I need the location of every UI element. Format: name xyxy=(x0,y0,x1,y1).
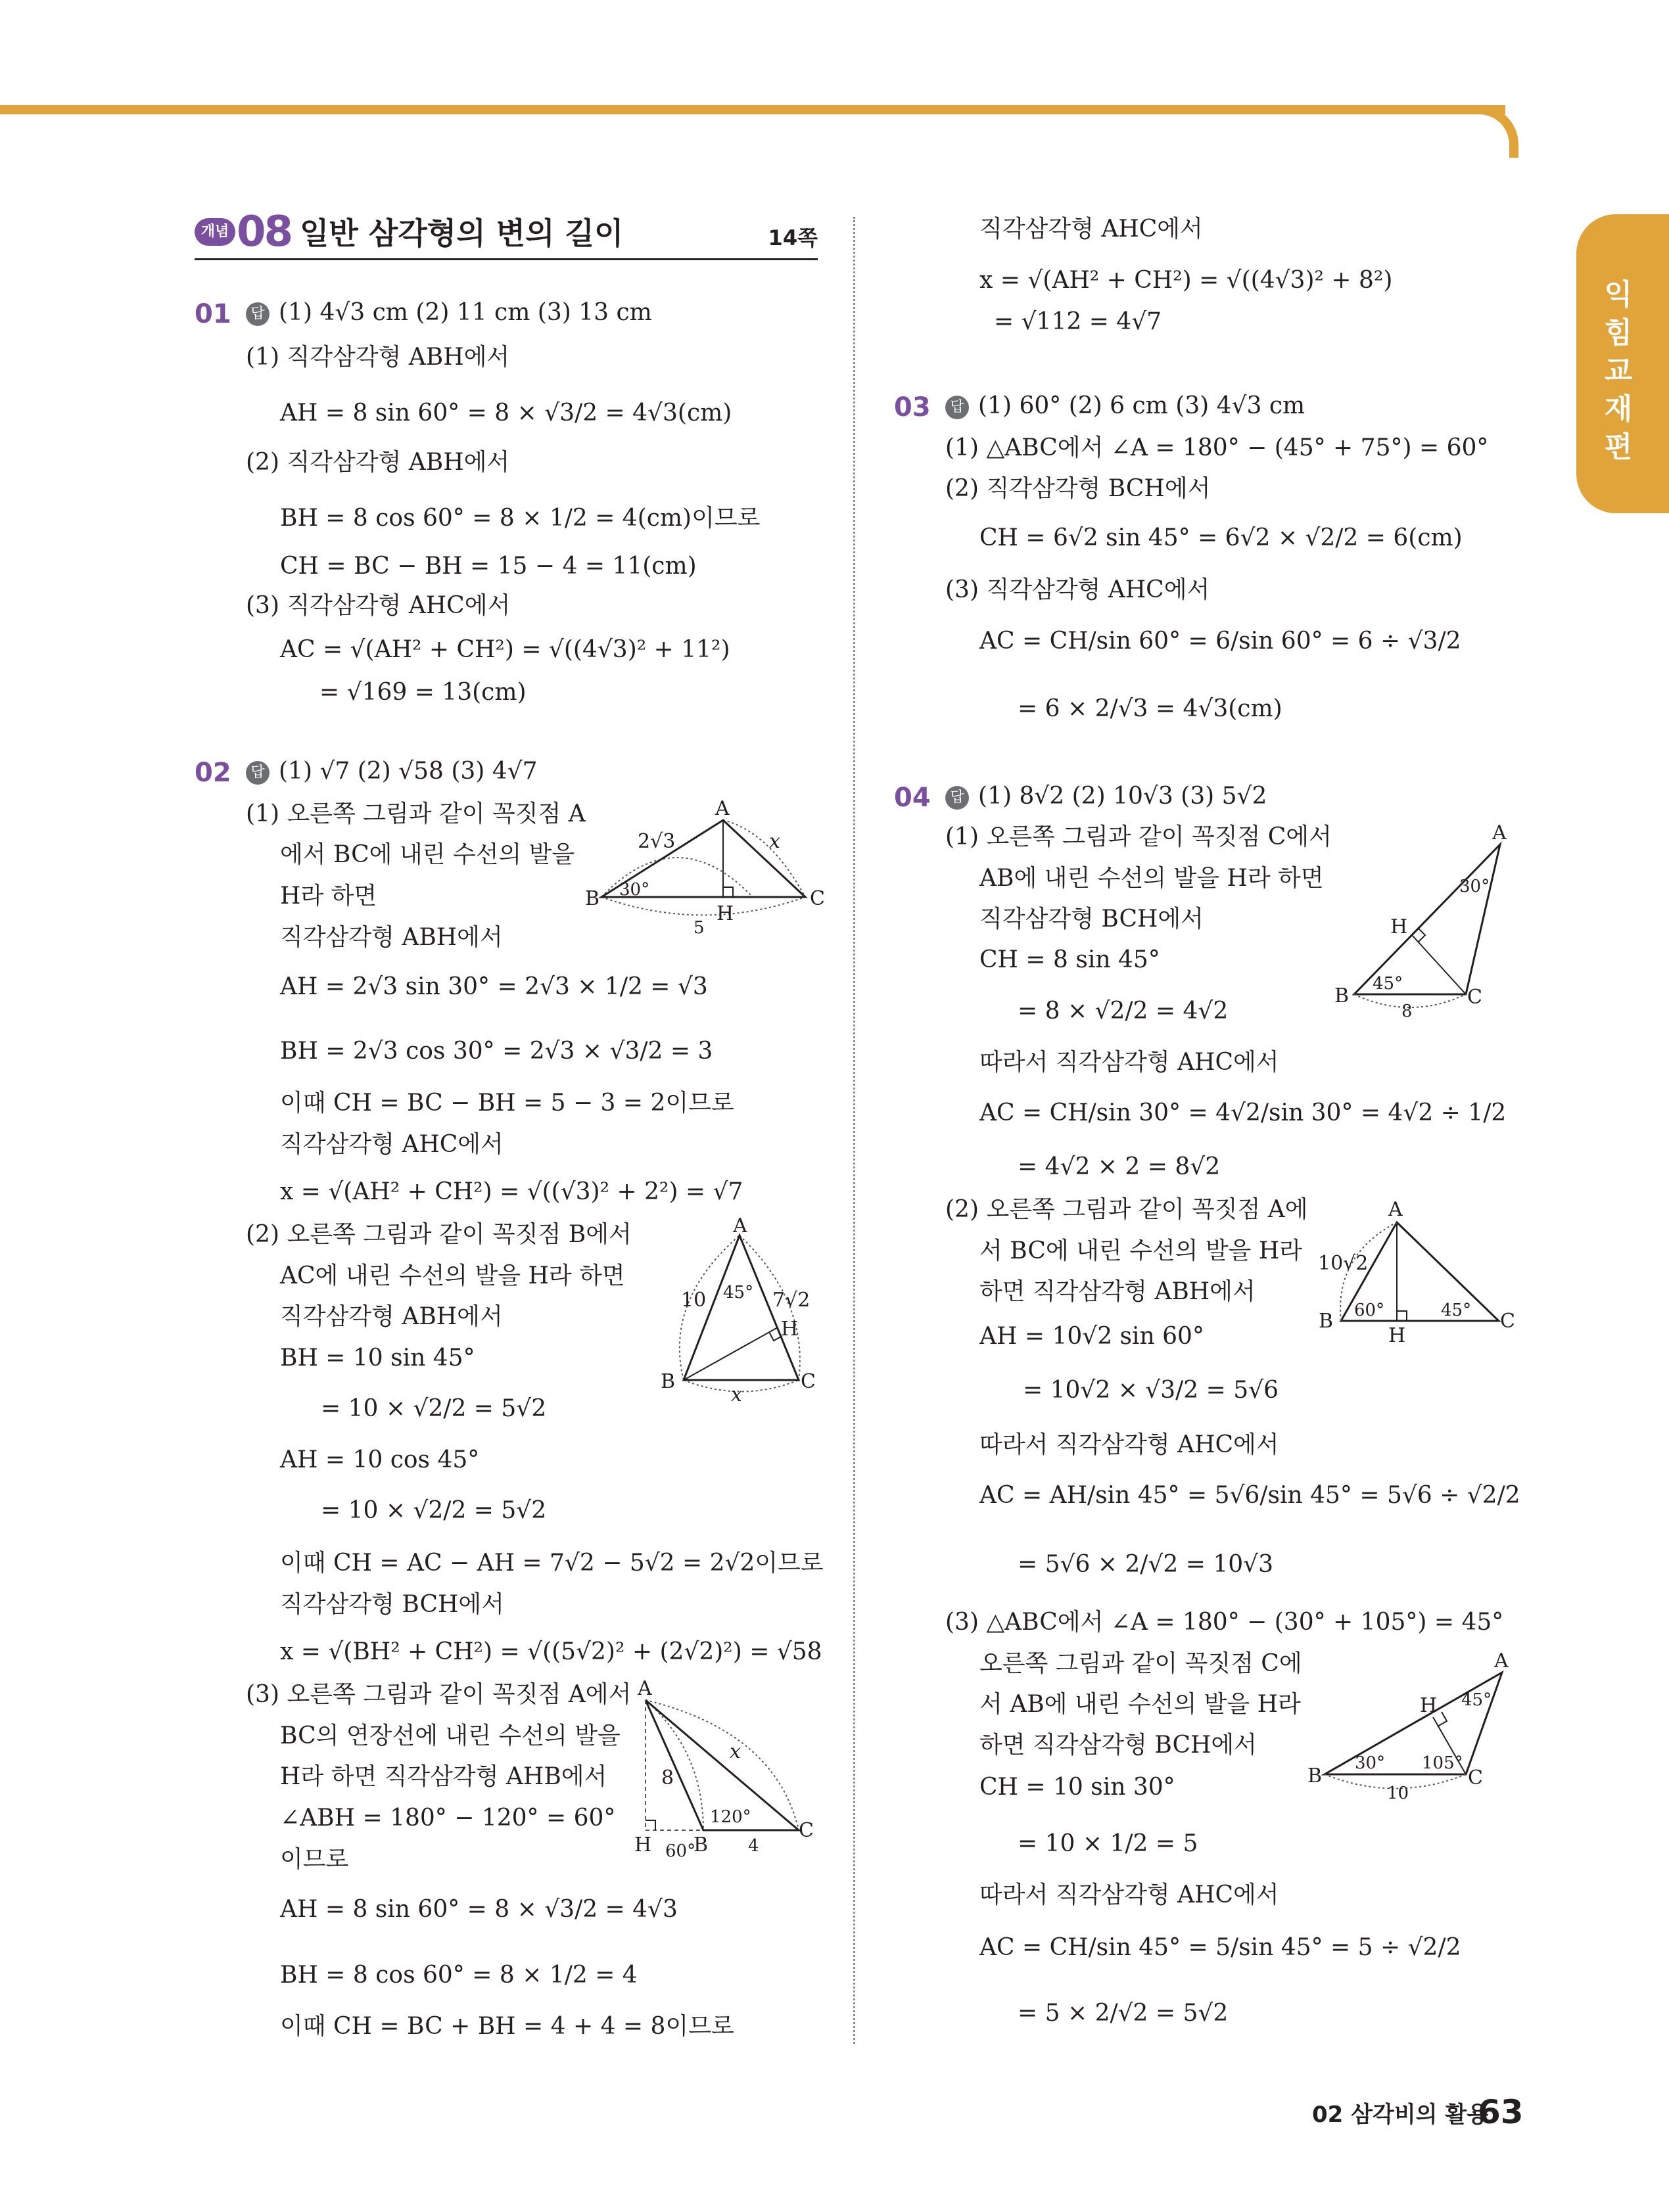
solution-line: (3) △ABC에서 ∠A = 180° − (30° + 105°) = 45° xyxy=(945,1609,1504,1636)
right-angle-mark xyxy=(1438,1712,1447,1726)
vertex-label: B xyxy=(1307,1764,1323,1787)
page-number: 63 xyxy=(1478,2093,1524,2131)
solution-line: AH = 8 sin 60° = 8 × √3/2 = 4√3 xyxy=(280,1896,678,1923)
solution-line: (1) 오른쪽 그림과 같이 꼭짓점 A xyxy=(246,800,586,827)
angle-label: 45° xyxy=(1373,974,1403,994)
side-label: x xyxy=(769,830,780,853)
solution-line: (2) 오른쪽 그림과 같이 꼭짓점 A에 xyxy=(945,1196,1308,1223)
solution-line: 하면 직각삼각형 ABH에서 xyxy=(979,1278,1256,1305)
altitude xyxy=(1412,935,1466,994)
vertex-label: H xyxy=(1390,915,1408,938)
solution-line: x = √(AH² + CH²) = √((√3)² + 2²) = √7 xyxy=(280,1178,743,1205)
triangle xyxy=(1354,844,1500,994)
problem-number: 04 xyxy=(894,783,931,813)
solution-line: 직각삼각형 ABH에서 xyxy=(280,1303,503,1330)
solution-line: AC = CH/sin 30° = 4√2/sin 30° = 4√2 ÷ 1/2 xyxy=(979,1099,1507,1126)
solution-line: 따라서 직각삼각형 AHC에서 xyxy=(979,1881,1279,1908)
answer-line: (1) 8√2 (2) 10√3 (3) 5√2 xyxy=(978,783,1267,810)
solution-line: = 10√2 × √3/2 = 5√6 xyxy=(1023,1377,1279,1404)
triangle xyxy=(1325,1672,1502,1774)
solution-line: (2) 직각삼각형 ABH에서 xyxy=(246,449,510,476)
angle-label: 45° xyxy=(1461,1690,1492,1710)
solution-line: 이때 CH = BC − BH = 5 − 3 = 2이므로 xyxy=(280,1090,734,1117)
answer-line: (1) 60° (2) 6 cm (3) 4√3 cm xyxy=(978,392,1305,419)
solution-line: 하면 직각삼각형 BCH에서 xyxy=(979,1732,1257,1759)
vertex-label: A xyxy=(733,1214,747,1237)
solution-line: AH = 10 cos 45° xyxy=(280,1446,480,1473)
solution-line: AH = 10√2 sin 60° xyxy=(979,1323,1204,1350)
answer-line: (1) √7 (2) √58 (3) 4√7 xyxy=(279,758,538,785)
solution-line: AB에 내린 수선의 발을 H라 하면 xyxy=(979,865,1324,892)
problem-number: 02 xyxy=(195,758,231,788)
solution-line: AC = AH/sin 45° = 5√6/sin 45° = 5√6 ÷ √2/2 xyxy=(979,1482,1520,1509)
solution-line: 직각삼각형 ABH에서 xyxy=(280,924,503,951)
section-header xyxy=(195,207,818,260)
solution-line: CH = 6√2 sin 45° = 6√2 × √2/2 = 6(cm) xyxy=(979,524,1463,551)
vertex-label: H xyxy=(717,902,734,925)
vertex-label: A xyxy=(638,1677,652,1700)
chapter-title: 02 삼각비의 활용 xyxy=(1312,2102,1489,2128)
solution-line: (3) 오른쪽 그림과 같이 꼭짓점 A에서 xyxy=(246,1681,632,1708)
angle-label: 105° xyxy=(1422,1753,1463,1773)
solution-line: = √112 = 4√7 xyxy=(994,308,1162,335)
side-label: 2√3 xyxy=(638,830,676,853)
vertex-label: H xyxy=(634,1833,652,1856)
solution-line: BH = 2√3 cos 30° = 2√3 × √3/2 = 3 xyxy=(280,1038,713,1065)
vertex-label: C xyxy=(801,1370,816,1393)
solution-line: = 4√2 × 2 = 8√2 xyxy=(1018,1153,1221,1180)
solution-line: (3) 직각삼각형 AHC에서 xyxy=(945,576,1210,603)
answer-badge: 답 xyxy=(945,396,969,419)
side-label: 8 xyxy=(1401,1002,1413,1021)
solution-line: H라 하면 xyxy=(280,883,377,910)
solution-line: 이므로 xyxy=(280,1846,349,1873)
side-tab-label: 익힘교재편 xyxy=(1604,278,1633,464)
angle-label: 60° xyxy=(1354,1301,1385,1320)
solution-line: = 10 × 1/2 = 5 xyxy=(1018,1830,1198,1857)
solution-line: = 6 × 2/√3 = 4√3(cm) xyxy=(1018,695,1282,722)
solution-line: BH = 10 sin 45° xyxy=(280,1345,475,1371)
answer-badge: 답 xyxy=(246,302,270,326)
solution-line: 직각삼각형 BCH에서 xyxy=(280,1591,504,1618)
vertex-label: C xyxy=(810,887,825,910)
problem-number: 01 xyxy=(195,299,231,329)
solution-line: 오른쪽 그림과 같이 꼭짓점 C에 xyxy=(979,1650,1302,1677)
side-label: 4 xyxy=(748,1836,759,1856)
solution-line: 따라서 직각삼각형 AHC에서 xyxy=(979,1431,1279,1458)
answer-badge: 답 xyxy=(246,761,270,785)
solution-line: = √169 = 13(cm) xyxy=(319,679,527,706)
solution-line: = 5 × 2/√2 = 5√2 xyxy=(1018,2000,1229,2027)
answer-line: (1) 4√3 cm (2) 11 cm (3) 13 cm xyxy=(279,299,652,326)
solution-line: AH = 8 sin 60° = 8 × √3/2 = 4√3(cm) xyxy=(280,400,732,426)
vertex-label: H xyxy=(1388,1324,1406,1347)
answer-badge: 답 xyxy=(945,786,969,810)
header-rule xyxy=(195,258,818,260)
side-label: 5 xyxy=(693,918,705,938)
altitude xyxy=(684,1327,778,1380)
solution-line: (1) 오른쪽 그림과 같이 꼭짓점 C에서 xyxy=(945,823,1332,850)
angle-label: 30° xyxy=(1355,1753,1386,1773)
right-angle-mark xyxy=(723,887,733,897)
problem-number: 03 xyxy=(894,392,931,423)
solution-line: CH = 8 sin 45° xyxy=(979,946,1160,973)
solution-line: x = √(BH² + CH²) = √((5√2)² + (2√2)²) = √58 xyxy=(280,1638,822,1665)
solution-line: AC에 내린 수선의 발을 H라 하면 xyxy=(280,1262,625,1289)
solution-line: (3) 직각삼각형 AHC에서 xyxy=(246,592,511,619)
vertex-label: C xyxy=(1500,1310,1515,1333)
section-number: 08 xyxy=(237,208,292,256)
solution-line: AH = 2√3 sin 30° = 2√3 × 1/2 = √3 xyxy=(280,973,708,1000)
vertex-label: B xyxy=(693,1833,709,1856)
solution-line: 에서 BC에 내린 수선의 발을 xyxy=(280,841,575,868)
solution-line: ∠ABH = 180° − 120° = 60° xyxy=(280,1805,616,1832)
side-label: 8 xyxy=(661,1766,674,1789)
solution-line: BH = 8 cos 60° = 8 × 1/2 = 4(cm)이므로 xyxy=(280,505,761,532)
figure-02-2 xyxy=(657,1214,835,1406)
figure-04-2 xyxy=(1315,1196,1525,1354)
vertex-label: B xyxy=(585,887,600,910)
side-label: 7√2 xyxy=(772,1289,811,1312)
angle-label: 45° xyxy=(1441,1301,1472,1320)
solution-line: AC = CH/sin 45° = 5/sin 45° = 5 ÷ √2/2 xyxy=(979,1934,1461,1961)
vertex-label: C xyxy=(799,1819,814,1842)
solution-line: 이때 CH = AC − AH = 7√2 − 5√2 = 2√2이므로 xyxy=(280,1550,824,1577)
solution-line: = 8 × √2/2 = 4√2 xyxy=(1018,998,1229,1025)
angle-label: 30° xyxy=(1459,877,1490,896)
vertex-label: H xyxy=(1420,1694,1438,1717)
solution-line: BH = 8 cos 60° = 8 × 1/2 = 4 xyxy=(280,1962,638,1989)
right-angle-mark xyxy=(1397,1311,1407,1321)
side-label: 10 xyxy=(681,1289,707,1312)
vertex-label: C xyxy=(1468,1766,1483,1789)
solution-line: (1) 직각삼각형 ABH에서 xyxy=(246,344,510,371)
arc-bc xyxy=(601,897,805,915)
vertex-label: A xyxy=(1494,1649,1509,1672)
side-label: x xyxy=(731,1383,742,1406)
solution-line: AC = CH/sin 60° = 6/sin 60° = 6 ÷ √3/2 xyxy=(979,628,1461,655)
solution-line: AC = √(AH² + CH²) = √((4√3)² + 11²) xyxy=(280,636,730,663)
solution-line: = 10 × √2/2 = 5√2 xyxy=(321,1395,547,1422)
angle-label: 120° xyxy=(710,1807,751,1827)
solution-line: 서 BC에 내린 수선의 발을 H라 xyxy=(979,1237,1303,1264)
solution-line: = 5√6 × 2/√2 = 10√3 xyxy=(1018,1551,1273,1578)
vertex-label: A xyxy=(1388,1198,1403,1221)
solution-line: (1) △ABC에서 ∠A = 180° − (45° + 75°) = 60° xyxy=(945,434,1489,461)
figure-04-1 xyxy=(1328,821,1525,1022)
vertex-label: H xyxy=(781,1318,799,1341)
vertex-label: A xyxy=(1492,821,1507,844)
vertex-label: B xyxy=(1319,1310,1334,1333)
solution-line: 직각삼각형 AHC에서 xyxy=(280,1131,504,1158)
solution-line: (2) 오른쪽 그림과 같이 꼭짓점 B에서 xyxy=(246,1221,632,1248)
side-label: 10 xyxy=(1387,1784,1409,1803)
solution-line: BC의 연장선에 내린 수선의 발을 xyxy=(280,1722,621,1749)
side-label: x xyxy=(730,1740,741,1763)
side-label: 10√2 xyxy=(1318,1252,1369,1275)
top-accent-bar xyxy=(0,105,1505,114)
section-title: 일반 삼각형의 변의 길이 xyxy=(300,216,624,251)
angle-label: 30° xyxy=(619,880,650,900)
right-angle-mark xyxy=(646,1820,655,1830)
angle-label: 45° xyxy=(723,1283,754,1302)
page-reference: 14쪽 xyxy=(768,225,818,250)
solution-line: = 10 × √2/2 = 5√2 xyxy=(321,1497,547,1524)
figure-02-1 xyxy=(585,797,835,938)
figure-02-3 xyxy=(631,1679,828,1863)
vertex-label: B xyxy=(661,1370,676,1393)
solution-line: 서 AB에 내린 수선의 발을 H라 xyxy=(979,1691,1301,1718)
top-accent-curve xyxy=(1466,105,1518,158)
column-divider xyxy=(853,217,855,2044)
solution-line: CH = 10 sin 30° xyxy=(979,1774,1175,1801)
angle-label: 60° xyxy=(665,1841,696,1861)
vertex-label: A xyxy=(715,797,730,820)
solution-line: H라 하면 직각삼각형 AHB에서 xyxy=(280,1763,607,1790)
figure-04-3 xyxy=(1305,1646,1522,1810)
solution-line: CH = BC − BH = 15 − 4 = 11(cm) xyxy=(280,553,697,580)
vertex-label: B xyxy=(1334,984,1350,1007)
right-angle-mark xyxy=(1419,929,1425,942)
solution-line: 이때 CH = BC + BH = 4 + 4 = 8이므로 xyxy=(280,2013,734,2040)
solution-line: 직각삼각형 BCH에서 xyxy=(979,906,1204,933)
vertex-label: C xyxy=(1467,986,1482,1009)
concept-badge: 개념 xyxy=(195,218,235,246)
solution-line: (2) 직각삼각형 BCH에서 xyxy=(945,475,1211,502)
solution-line: 따라서 직각삼각형 AHC에서 xyxy=(979,1049,1279,1076)
solution-line: x = √(AH² + CH²) = √((4√3)² + 8²) xyxy=(979,267,1393,294)
solution-line: 직각삼각형 AHC에서 xyxy=(979,216,1203,242)
